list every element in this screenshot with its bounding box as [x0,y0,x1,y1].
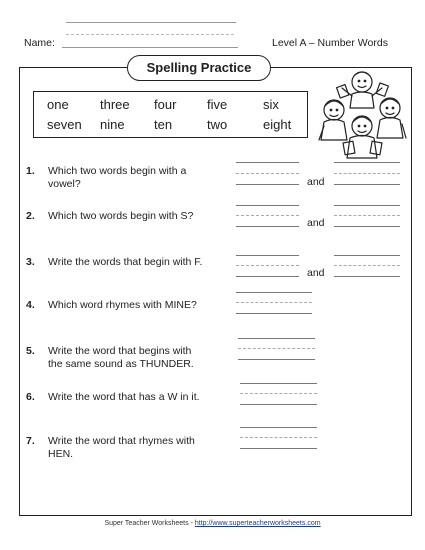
question-line: vowel? [48,178,81,190]
name-field-line [62,47,238,48]
answer-line[interactable] [236,255,299,256]
footer-separator: - [190,520,193,527]
and-label: and [307,267,325,279]
word-bank-word: one [47,97,69,112]
answer-line[interactable] [236,184,299,185]
question-line: Write the word that begins with [48,345,192,357]
question-line: Which two words begin with S? [48,210,194,222]
page-title: Spelling Practice [127,55,271,81]
question-text [48,256,202,269]
and-label: and [307,217,325,229]
footer-link[interactable]: http://www.superteacherworksheets.com [194,520,321,527]
answer-line[interactable] [334,162,400,163]
level-label: Level A – Number Words [272,37,388,49]
question-line: Write the word that rhymes with [48,435,195,447]
answer-line[interactable] [240,383,317,384]
question-text [48,345,194,371]
answer-line[interactable] [334,205,400,206]
name-line-top [66,22,236,23]
answer-line[interactable] [236,292,312,293]
word-bank-word: five [207,97,228,112]
word-bank-word: six [263,97,279,112]
word-bank-word: two [207,117,228,132]
question-number: 6. [26,391,35,403]
question-line: Write the words that begin with F. [48,256,203,268]
answer-guide [240,437,317,438]
name-label: Name: [24,37,55,49]
answer-line[interactable] [334,184,400,185]
word-bank-word: eight [263,117,292,132]
answer-line[interactable] [236,226,299,227]
word-bank-word: three [100,97,130,112]
question-number: 4. [26,299,35,311]
answer-line[interactable] [236,276,299,277]
question-text [48,435,195,461]
question-text [48,299,197,312]
answer-guide [236,265,299,266]
question-text [48,210,193,223]
answer-line[interactable] [240,427,317,428]
question-line: Which two words begin with a [48,165,187,177]
answer-guide [236,302,312,303]
answer-guide [240,393,317,394]
footer-brand: Super Teacher Worksheets [104,520,189,527]
answer-guide [334,215,400,216]
answer-guide [236,173,299,174]
question-number: 3. [26,256,35,268]
question-line: the same sound as THUNDER. [48,358,194,370]
question-line: HEN. [48,448,74,460]
answer-line[interactable] [334,255,400,256]
word-bank [33,91,308,138]
name-field[interactable] [62,34,238,48]
footer [0,520,425,527]
answer-line[interactable] [334,226,400,227]
word-bank-word: ten [154,117,173,132]
answer-guide [334,173,400,174]
children-cartoon-icon [316,64,408,164]
answer-line[interactable] [240,404,317,405]
answer-line[interactable] [236,205,299,206]
answer-line[interactable] [236,313,312,314]
question-line: Write the word that has a W in it. [48,391,200,403]
question-number: 7. [26,435,35,447]
question-line: Which word rhymes with MINE? [48,299,197,311]
question-number: 1. [26,165,35,177]
answer-guide [236,215,299,216]
question-number: 2. [26,210,35,222]
answer-line[interactable] [238,359,315,360]
answer-line[interactable] [238,338,315,339]
answer-guide [334,265,400,266]
answer-line[interactable] [334,276,400,277]
word-bank-word: nine [100,117,125,132]
name-field-guide [66,34,234,35]
question-number: 5. [26,345,35,357]
and-label: and [307,176,325,188]
answer-guide [238,348,315,349]
question-text [48,391,200,404]
word-bank-word: four [154,97,177,112]
answer-line[interactable] [240,448,317,449]
question-text [48,165,186,191]
word-bank-word: seven [47,117,82,132]
answer-line[interactable] [236,162,299,163]
